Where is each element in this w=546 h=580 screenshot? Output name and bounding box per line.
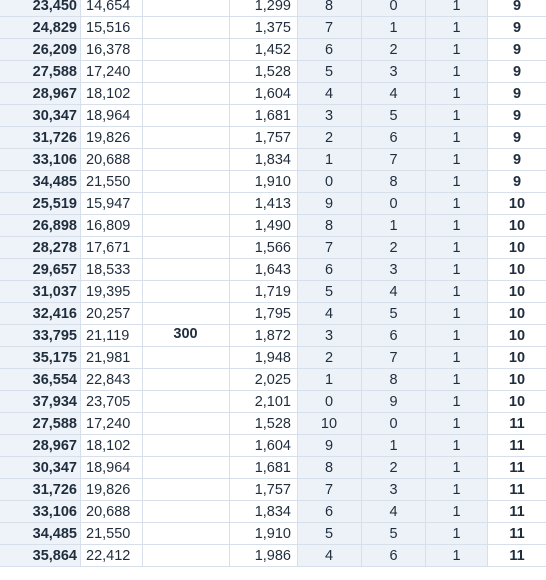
gridline — [0, 566, 546, 567]
cell-col-f[interactable]: 6 — [389, 130, 398, 146]
cell-col-e[interactable]: 5 — [324, 526, 334, 542]
gridline — [425, 0, 426, 567]
cell-col-e[interactable]: 8 — [324, 218, 334, 234]
cell-col-b[interactable]: 16,809 — [86, 218, 131, 234]
cell-col-g[interactable]: 1 — [452, 372, 461, 388]
table-row — [0, 237, 546, 259]
cell-col-h[interactable]: 11 — [509, 526, 525, 542]
cell-col-g[interactable]: 1 — [452, 328, 461, 344]
cell-col-h[interactable]: 9 — [512, 86, 522, 102]
cell-col-h[interactable]: 11 — [509, 460, 525, 476]
cell-col-f[interactable]: 3 — [389, 64, 398, 80]
cell-col-a[interactable]: 37,934 — [32, 394, 77, 410]
cell-col-f[interactable]: 0 — [389, 0, 398, 14]
cell-col-b[interactable]: 14,654 — [86, 0, 131, 14]
cell-col-h[interactable]: 11 — [509, 504, 525, 520]
cell-col-d[interactable]: 1,604 — [254, 438, 291, 454]
gridline — [297, 0, 298, 567]
cell-col-e[interactable]: 4 — [324, 306, 334, 322]
table-row — [0, 435, 546, 457]
cell-col-b[interactable]: 20,688 — [86, 504, 131, 520]
cell-col-f[interactable]: 5 — [389, 526, 398, 542]
cell-col-h[interactable]: 10 — [508, 218, 526, 234]
cell-col-g[interactable]: 1 — [452, 482, 461, 498]
cell-col-d[interactable]: 1,910 — [254, 526, 291, 542]
cell-col-e[interactable]: 3 — [324, 108, 334, 124]
table-row — [0, 105, 546, 127]
cell-col-e[interactable]: 0 — [324, 174, 334, 190]
cell-col-g[interactable]: 1 — [452, 218, 461, 234]
cell-col-e[interactable]: 10 — [320, 416, 338, 432]
cell-col-d[interactable]: 1,528 — [254, 416, 291, 432]
cell-col-h[interactable]: 10 — [508, 328, 526, 344]
cell-col-f[interactable]: 4 — [389, 86, 398, 102]
cell-col-d[interactable]: 1,719 — [254, 284, 291, 300]
cell-col-d[interactable]: 1,795 — [254, 306, 291, 322]
cell-col-d[interactable]: 1,757 — [254, 482, 291, 498]
cell-col-h[interactable]: 9 — [512, 20, 522, 36]
cell-col-d[interactable]: 1,834 — [254, 152, 291, 168]
cell-col-h[interactable]: 10 — [508, 306, 526, 322]
cell-col-f[interactable]: 3 — [389, 262, 398, 278]
cell-col-f[interactable]: 1 — [389, 438, 398, 454]
cell-col-a[interactable]: 33,106 — [32, 504, 77, 520]
cell-col-a[interactable]: 31,037 — [32, 284, 77, 300]
cell-col-b[interactable]: 21,550 — [86, 174, 131, 190]
cell-col-e[interactable]: 6 — [324, 504, 334, 520]
cell-col-f[interactable]: 4 — [389, 504, 398, 520]
cell-col-d[interactable]: 1,413 — [254, 196, 291, 212]
cell-col-e[interactable]: 2 — [324, 130, 334, 146]
cell-col-a[interactable]: 33,106 — [32, 152, 77, 168]
cell-col-a[interactable]: 30,347 — [32, 108, 77, 124]
cell-col-b[interactable]: 21,981 — [86, 350, 131, 366]
cell-col-a[interactable]: 26,898 — [32, 218, 77, 234]
cell-col-g[interactable]: 1 — [452, 0, 461, 14]
table-row — [0, 545, 546, 567]
cell-col-b[interactable]: 15,516 — [86, 20, 131, 36]
cell-col-d[interactable]: 1,490 — [254, 218, 291, 234]
gridline — [80, 0, 81, 567]
cell-col-e[interactable]: 2 — [324, 350, 334, 366]
cell-col-d[interactable]: 1,681 — [254, 460, 291, 476]
cell-col-b[interactable]: 17,240 — [86, 64, 131, 80]
cell-col-f[interactable]: 9 — [389, 394, 398, 410]
cell-col-h[interactable]: 11 — [509, 416, 525, 432]
cell-col-d[interactable]: 1,757 — [254, 130, 291, 146]
table-row — [0, 39, 546, 61]
cell-col-h[interactable]: 9 — [512, 174, 522, 190]
cell-col-h[interactable]: 10 — [508, 372, 526, 388]
cell-col-f[interactable]: 0 — [389, 416, 398, 432]
cell-col-e[interactable]: 6 — [324, 42, 334, 58]
cell-col-b[interactable]: 18,102 — [86, 86, 131, 102]
cell-col-b[interactable]: 17,671 — [86, 240, 131, 256]
table-row — [0, 0, 546, 17]
cell-col-a[interactable]: 28,967 — [32, 86, 77, 102]
cell-col-d[interactable]: 1,910 — [254, 174, 291, 190]
cell-col-e[interactable]: 8 — [324, 0, 334, 14]
gridline — [229, 0, 230, 567]
cell-col-d[interactable]: 1,528 — [254, 64, 291, 80]
cell-col-e[interactable]: 4 — [324, 86, 334, 102]
cell-col-d[interactable]: 1,452 — [254, 42, 291, 58]
cell-col-b[interactable]: 19,395 — [86, 284, 131, 300]
cell-col-e[interactable]: 7 — [324, 240, 334, 256]
cell-col-e[interactable]: 8 — [324, 460, 334, 476]
table-row — [0, 501, 546, 523]
cell-col-g[interactable]: 1 — [452, 240, 461, 256]
table-row — [0, 303, 546, 325]
table-row — [0, 83, 546, 105]
cell-col-g[interactable]: 1 — [452, 460, 461, 476]
cell-col-b[interactable]: 21,550 — [86, 526, 131, 542]
cell-col-f[interactable]: 1 — [389, 20, 398, 36]
cell-col-g[interactable]: 1 — [452, 548, 461, 564]
table-row — [0, 347, 546, 369]
cell-col-d[interactable]: 1,681 — [254, 108, 291, 124]
table-row — [0, 17, 546, 39]
table-row — [0, 391, 546, 413]
cell-col-b[interactable]: 18,964 — [86, 108, 131, 124]
cell-col-h[interactable]: 10 — [508, 284, 526, 300]
cell-col-g[interactable]: 1 — [452, 152, 461, 168]
cell-col-b[interactable]: 16,378 — [86, 42, 131, 58]
cell-col-a[interactable]: 28,967 — [32, 438, 77, 454]
cell-col-e[interactable]: 5 — [324, 64, 334, 80]
cell-col-a[interactable]: 26,209 — [32, 42, 77, 58]
cell-col-d[interactable]: 1,834 — [254, 504, 291, 520]
cell-col-h[interactable]: 11 — [509, 482, 525, 498]
cell-col-a[interactable]: 28,278 — [32, 240, 77, 256]
cell-col-f[interactable]: 6 — [389, 548, 398, 564]
table-row — [0, 259, 546, 281]
cell-col-f[interactable]: 0 — [389, 196, 398, 212]
cell-col-f[interactable]: 1 — [389, 218, 398, 234]
cell-col-b[interactable]: 20,257 — [86, 306, 131, 322]
table-row — [0, 479, 546, 501]
cell-col-e[interactable]: 5 — [324, 284, 334, 300]
cell-col-e[interactable]: 1 — [324, 372, 334, 388]
cell-col-f[interactable]: 2 — [389, 42, 398, 58]
cell-col-h[interactable]: 10 — [508, 196, 526, 212]
cell-col-d[interactable]: 2,025 — [254, 372, 291, 388]
cell-col-d[interactable]: 1,566 — [254, 240, 291, 256]
cell-col-g[interactable]: 1 — [452, 350, 461, 366]
cell-col-a[interactable]: 27,588 — [32, 64, 77, 80]
cell-col-e[interactable]: 3 — [324, 328, 334, 344]
cell-col-b[interactable]: 19,826 — [86, 130, 131, 146]
cell-col-d[interactable]: 1,643 — [254, 262, 291, 278]
cell-col-g[interactable]: 1 — [452, 42, 461, 58]
cell-col-g[interactable]: 1 — [452, 64, 461, 80]
cell-col-f[interactable]: 3 — [389, 482, 398, 498]
cell-col-b[interactable]: 15,947 — [86, 196, 131, 212]
cell-col-a[interactable]: 34,485 — [32, 526, 77, 542]
cell-col-e[interactable]: 7 — [324, 482, 334, 498]
cell-col-f[interactable]: 8 — [389, 372, 398, 388]
table-row — [0, 281, 546, 303]
gridline — [487, 0, 488, 567]
cell-col-h[interactable]: 10 — [508, 394, 526, 410]
cell-col-a[interactable]: 31,726 — [32, 482, 77, 498]
cell-col-g[interactable]: 1 — [452, 394, 461, 410]
cell-col-a[interactable]: 32,416 — [32, 306, 77, 322]
table-row — [0, 215, 546, 237]
cell-col-g[interactable]: 1 — [452, 86, 461, 102]
table-row — [0, 127, 546, 149]
cell-col-f[interactable]: 4 — [389, 284, 398, 300]
cell-col-e[interactable]: 7 — [324, 20, 334, 36]
cell-col-d[interactable]: 1,604 — [254, 86, 291, 102]
cell-col-g[interactable]: 1 — [452, 108, 461, 124]
table-row — [0, 171, 546, 193]
cell-col-a[interactable]: 23,450 — [32, 0, 77, 14]
gridline — [142, 0, 143, 567]
cell-col-h[interactable]: 11 — [509, 548, 525, 564]
cell-col-g[interactable]: 1 — [452, 130, 461, 146]
cell-col-e[interactable]: 4 — [324, 548, 334, 564]
table-row — [0, 325, 546, 347]
cell-col-d[interactable]: 1,986 — [254, 548, 291, 564]
cell-col-f[interactable]: 2 — [389, 460, 398, 476]
cell-col-h[interactable]: 9 — [512, 108, 522, 124]
cell-col-h[interactable]: 9 — [512, 0, 522, 14]
cell-col-b[interactable]: 20,688 — [86, 152, 131, 168]
cell-col-f[interactable]: 5 — [389, 306, 398, 322]
cell-col-a[interactable]: 29,657 — [32, 262, 77, 278]
cell-col-h[interactable]: 9 — [512, 130, 522, 146]
cell-col-g[interactable]: 1 — [452, 526, 461, 542]
cell-col-h[interactable]: 11 — [509, 438, 525, 454]
cell-col-f[interactable]: 8 — [389, 174, 398, 190]
cell-col-d[interactable]: 1,299 — [254, 0, 291, 14]
cell-col-h[interactable]: 9 — [512, 152, 522, 168]
cell-col-a[interactable]: 25,519 — [32, 196, 77, 212]
merged-cell-value: 300 — [173, 326, 198, 342]
cell-col-h[interactable]: 10 — [508, 262, 526, 278]
cell-col-g[interactable]: 1 — [452, 438, 461, 454]
table-row — [0, 61, 546, 83]
cell-col-e[interactable]: 6 — [324, 262, 334, 278]
cell-col-f[interactable]: 7 — [389, 152, 398, 168]
cell-col-d[interactable]: 1,948 — [254, 350, 291, 366]
table-row — [0, 369, 546, 391]
cell-col-b[interactable]: 23,705 — [86, 394, 131, 410]
cell-col-b[interactable]: 17,240 — [86, 416, 131, 432]
cell-col-d[interactable]: 1,872 — [254, 328, 291, 344]
cell-col-g[interactable]: 1 — [452, 262, 461, 278]
cell-col-b[interactable]: 19,826 — [86, 482, 131, 498]
cell-col-a[interactable]: 35,864 — [32, 548, 77, 564]
cell-col-h[interactable]: 9 — [512, 42, 522, 58]
cell-col-g[interactable]: 1 — [452, 196, 461, 212]
cell-col-b[interactable]: 18,533 — [86, 262, 131, 278]
cell-col-a[interactable]: 33,795 — [32, 328, 77, 344]
cell-col-a[interactable]: 27,588 — [32, 416, 77, 432]
cell-col-f[interactable]: 5 — [389, 108, 398, 124]
cell-col-f[interactable]: 6 — [389, 328, 398, 344]
cell-col-d[interactable]: 2,101 — [254, 394, 291, 410]
cell-col-h[interactable]: 10 — [508, 240, 526, 256]
cell-col-e[interactable]: 9 — [324, 438, 334, 454]
cell-col-e[interactable]: 9 — [324, 196, 334, 212]
table-row — [0, 523, 546, 545]
cell-col-h[interactable]: 10 — [508, 350, 526, 366]
cell-col-b[interactable]: 22,843 — [86, 372, 131, 388]
table-row — [0, 149, 546, 171]
cell-col-b[interactable]: 18,964 — [86, 460, 131, 476]
cell-col-f[interactable]: 7 — [389, 350, 398, 366]
cell-col-b[interactable]: 22,412 — [86, 548, 131, 564]
cell-col-d[interactable]: 1,375 — [254, 20, 291, 36]
cell-col-a[interactable]: 24,829 — [32, 20, 77, 36]
cell-col-f[interactable]: 2 — [389, 240, 398, 256]
table-row — [0, 193, 546, 215]
cell-col-g[interactable]: 1 — [452, 504, 461, 520]
cell-col-a[interactable]: 36,554 — [32, 372, 77, 388]
cell-col-g[interactable]: 1 — [452, 416, 461, 432]
cell-col-b[interactable]: 21,119 — [86, 328, 130, 344]
table-row — [0, 413, 546, 435]
cell-col-e[interactable]: 1 — [324, 152, 334, 168]
cell-col-a[interactable]: 31,726 — [32, 130, 77, 146]
cell-col-h[interactable]: 9 — [512, 64, 522, 80]
cell-col-g[interactable]: 1 — [452, 20, 461, 36]
table-row — [0, 457, 546, 479]
cell-col-a[interactable]: 34,485 — [32, 174, 77, 190]
cell-col-g[interactable]: 1 — [452, 284, 461, 300]
cell-col-a[interactable]: 30,347 — [32, 460, 77, 476]
cell-col-g[interactable]: 1 — [452, 306, 461, 322]
cell-col-a[interactable]: 35,175 — [32, 350, 77, 366]
cell-col-b[interactable]: 18,102 — [86, 438, 131, 454]
gridline — [361, 0, 362, 567]
cell-col-e[interactable]: 0 — [324, 394, 334, 410]
cell-col-g[interactable]: 1 — [452, 174, 461, 190]
